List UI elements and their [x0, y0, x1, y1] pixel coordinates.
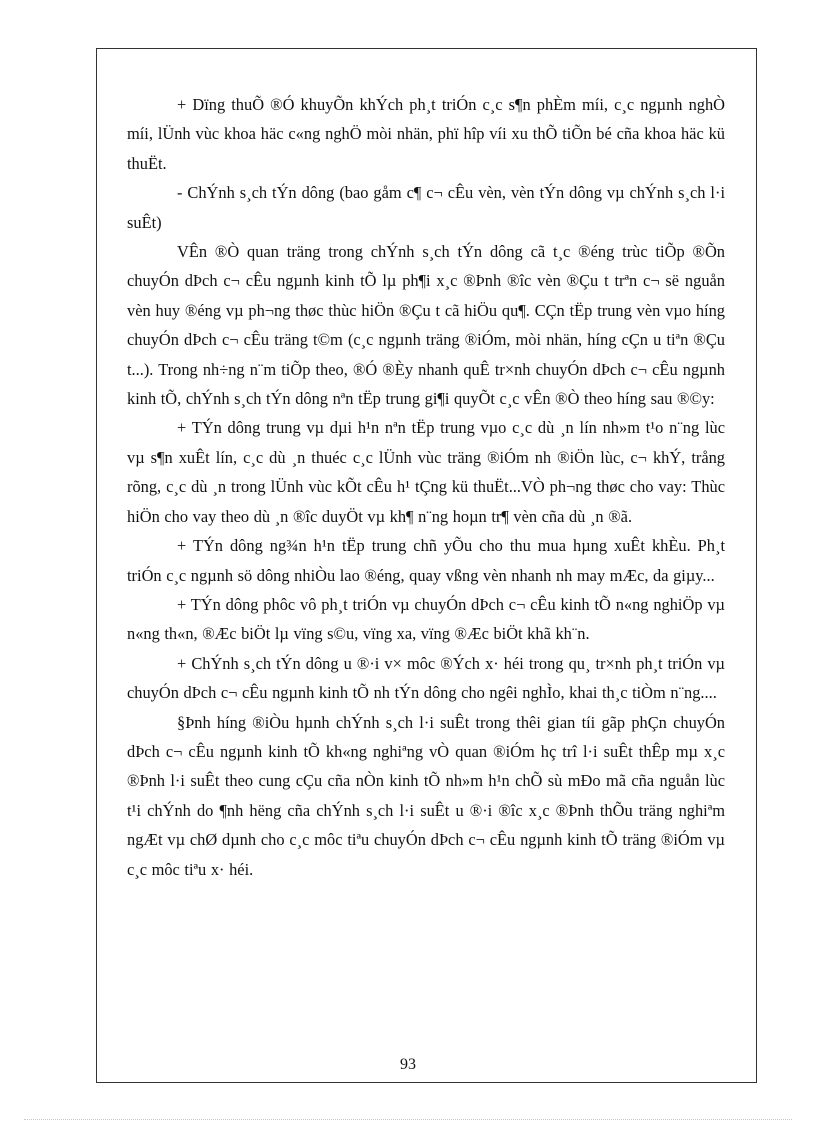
- page-body: [127, 90, 725, 884]
- paragraph-interest-rate-policy: §Þnh híng ®iÒu hµnh chÝnh s¸ch l·i suÊt trong thêi gian tíi gãp phÇn chuyÓn dÞch c¬ cÊu ngµnh kinh tÕ kh«ng nghiªng vÒ quan ®iÓm hç trî l·i suÊt thÊp mµ x¸c ®Þnh l·i suÊt theo cung cÇu cña nÒn kinh tÕ nh»m h¹n chÕ sù mÐo mã cña nguån lùc t¹i chÝnh do ¶nh hëng cña chÝnh s¸ch l·i suÊt u ®·i ®îc x¸c ®Þnh thÕu träng nghiªm ngÆt vµ chØ dµnh cho c¸c môc tiªu chuyÓn dÞch c¬ cÊu ngµnh kinh tÕ träng ®iÓm vµ c¸c môc tiªu x· héi.: [127, 712, 725, 879]
- paragraph-medium-long-term-credit: + TÝn dông trung vµ dµi h¹n nªn tËp trung vµo c¸c dù ¸n lín nh»m t¹o n¨ng lùc vµ s¶n xuÊt lín, c¸c dù ¸n thuéc c¸c lÜnh vùc träng ®iÓm nh ®iÖn lùc, c¬ khÝ, trång rõng, c¸c dù ¸n trong lÜnh vùc kÕt cÊu h¹ tÇng kü thuËt...VÒ ph¬ng thøc cho vay: Thùc hiÖn cho vay theo dù ¸n ®îc duyÖt vµ kh¶ n¨ng hoµn tr¶ vèn cña dù ¸n ®ã.: [127, 418, 725, 526]
- paragraph-credit-policy-heading: - ChÝnh s¸ch tÝn dông (bao gåm c¶ c¬ cÊu vèn, vèn tÝn dông vµ chÝnh s¸ch l·i suÊt): [127, 183, 725, 232]
- paragraph-short-term-credit: + TÝn dông ng¾n h¹n tËp trung chñ yÕu cho thu mua hµng xuÊt khÈu. Ph¸t triÓn c¸c ngµnh sö dông nhiÒu lao ®éng, quay vßng vèn nhanh nh may mÆc, da giµy...: [127, 536, 725, 585]
- paragraph-tax-incentive: + Dïng thuÕ ®Ó khuyÕn khÝch ph¸t triÓn c¸c s¶n phÈm míi, c¸c ngµnh nghÒ míi, lÜnh vùc khoa häc c«ng nghÖ mòi nhän, phï hîp víi xu thÕ tiÕn bé cña khoa häc kü thuËt.: [127, 95, 725, 173]
- paragraph-credit-policy-intro: VÊn ®Ò quan träng trong chÝnh s¸ch tÝn dông cã t¸c ®éng trùc tiÕp ®Õn chuyÓn dÞch c¬ cÊu ngµnh kinh tÕ lµ ph¶i x¸c ®Þnh ®îc vèn ®Çu t trªn c¬ së nguån vèn huy ®éng vµ ph¬ng thøc thùc hiÖn ®Çu t cã hiÖu qu¶. CÇn tËp trung vèn vµo híng chuyÓn dÞch c¬ cÊu träng t©m (c¸c ngµnh träng ®iÓm, mòi nhän, híng cÇn u tiªn ®Çu t...). Trong nh÷ng n¨m tiÕp theo, ®Ó ®Èy nhanh quÊ tr×nh chuyÓn dÞch c¬ cÊu ngµnh kinh tÕ, chÝnh s¸ch tÝn dông nªn tËp trung gi¶i quyÕt c¸c vÊn ®Ò theo híng sau ®©y:: [127, 242, 725, 409]
- paragraph-social-credit: + ChÝnh s¸ch tÝn dông u ®·i v× môc ®Ých x· héi trong qu¸ tr×nh ph¸t triÓn vµ chuyÓn dÞch c¬ cÊu ngµnh kinh tÕ nh tÝn dông cho ngêi nghÌo, khai th¸c tiÒm n¨ng....: [127, 653, 725, 703]
- page-number: 93: [400, 1056, 416, 1073]
- page-bottom-divider: [24, 1119, 792, 1120]
- paragraph-agricultural-credit: + TÝn dông phôc vô ph¸t triÓn vµ chuyÓn dÞch c¬ cÊu kinh tÕ n«ng nghiÖp vµ n«ng th«n, ®Æc biÖt lµ vïng s©u, vïng xa, vïng ®Æc biÖt khã kh¨n.: [127, 594, 725, 644]
